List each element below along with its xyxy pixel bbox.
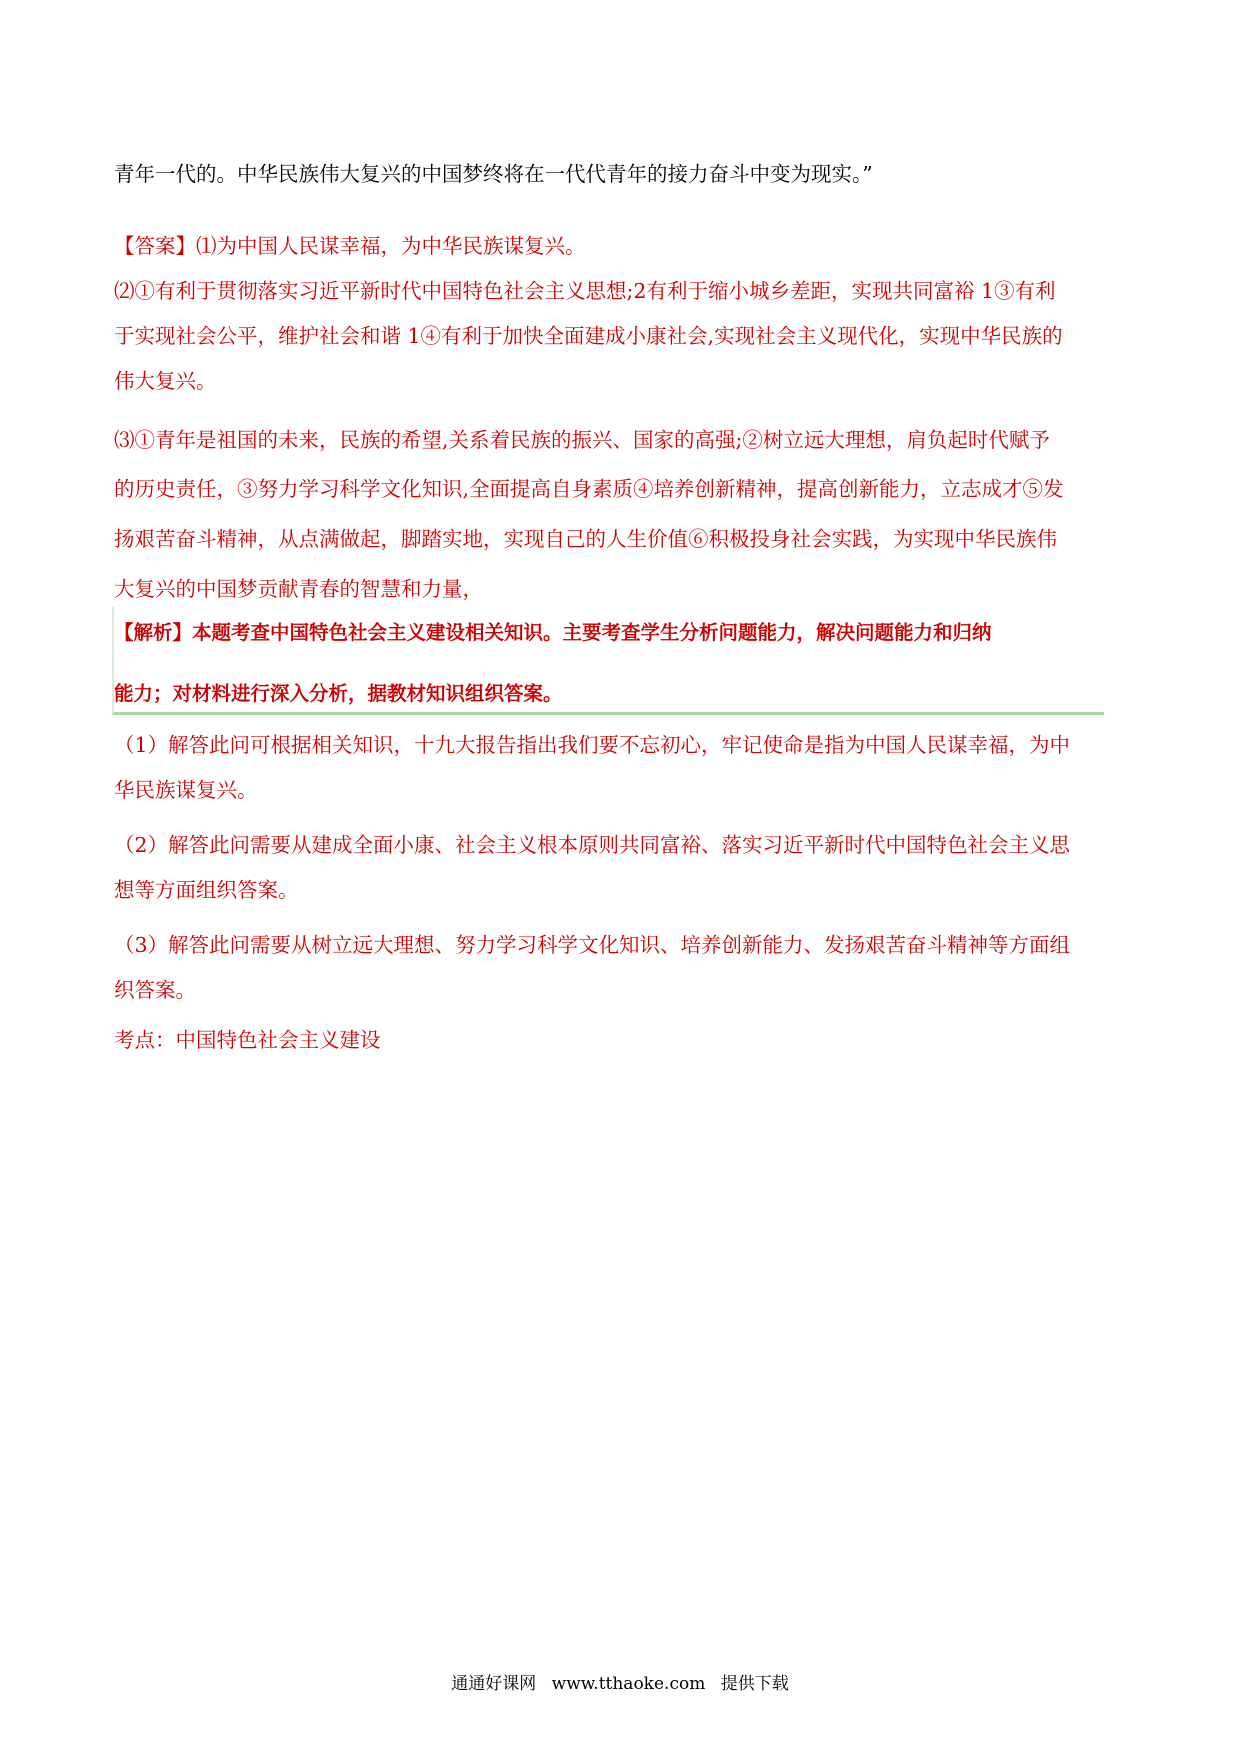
- explanation-line: （1）解答此问可根据相关知识，十九大报告指出我们要不忘初心，牢记使命是指为中国人民谋幸福，为中: [114, 733, 1071, 757]
- footer-action: 提供下载: [720, 1674, 789, 1694]
- explanation-line: 想等方面组织答案。: [114, 878, 299, 902]
- exam-point-line: 考点：中国特色社会主义建设: [114, 1028, 381, 1052]
- answer-line: 大复兴的中国梦贡献青春的智慧和力量，: [114, 577, 483, 601]
- answer-line: 扬艰苦奋斗精神，从点满做起，脚踏实地，实现自己的人生价值⑥积极投身社会实践，为实现中华民族伟: [114, 527, 1057, 551]
- answer-line: ⑶①青年是祖国的未来，民族的希望,关系着民族的振兴、国家的高强;②树立远大理想，肩负起时代赋予: [114, 428, 1050, 452]
- answer-line: 【答案】⑴为中国人民谋幸福，为中华民族谋复兴。: [114, 234, 586, 258]
- answer-line: ⑵①有利于贯彻落实习近平新时代中国特色社会主义思想;2有利于缩小城乡差距，实现共同富裕 1③有利: [114, 279, 1056, 303]
- explanation-line: 织答案。: [114, 978, 196, 1002]
- continued-text-line: 青年一代的。中华民族伟大复兴的中国梦终将在一代代青年的接力奋斗中变为现实。”: [114, 162, 873, 186]
- analysis-line: 能力；对材料进行深入分析，据教材知识组织答案。: [114, 682, 563, 705]
- explanation-line: （3）解答此问需要从树立远大理想、努力学习科学文化知识、培养创新能力、发扬艰苦奋斗精神等方面组: [114, 933, 1071, 957]
- explanation-line: 华民族谋复兴。: [114, 778, 258, 802]
- footer-url-link[interactable]: www.tthaoke.com: [551, 1674, 706, 1694]
- answer-line: 于实现社会公平，维护社会和谐 1④有利于加快全面建成小康社会,实现社会主义现代化，实现中华民族的: [114, 324, 1063, 348]
- answer-line: 的历史责任，③努力学习科学文化知识,全面提高自身素质④培养创新精神，提高创新能力，立志成才⑤发: [114, 477, 1064, 501]
- footer-site-name: 通通好课网: [451, 1674, 537, 1694]
- answer-line: 伟大复兴。: [114, 369, 217, 393]
- page-footer: [0, 1672, 1240, 1696]
- explanation-line: （2）解答此问需要从建成全面小康、社会主义根本原则共同富裕、落实习近平新时代中国特色社会主义思: [114, 833, 1071, 857]
- analysis-line: 【解析】本题考查中国特色社会主义建设相关知识。主要考查学生分析问题能力，解决问题能力和归纳: [114, 621, 992, 644]
